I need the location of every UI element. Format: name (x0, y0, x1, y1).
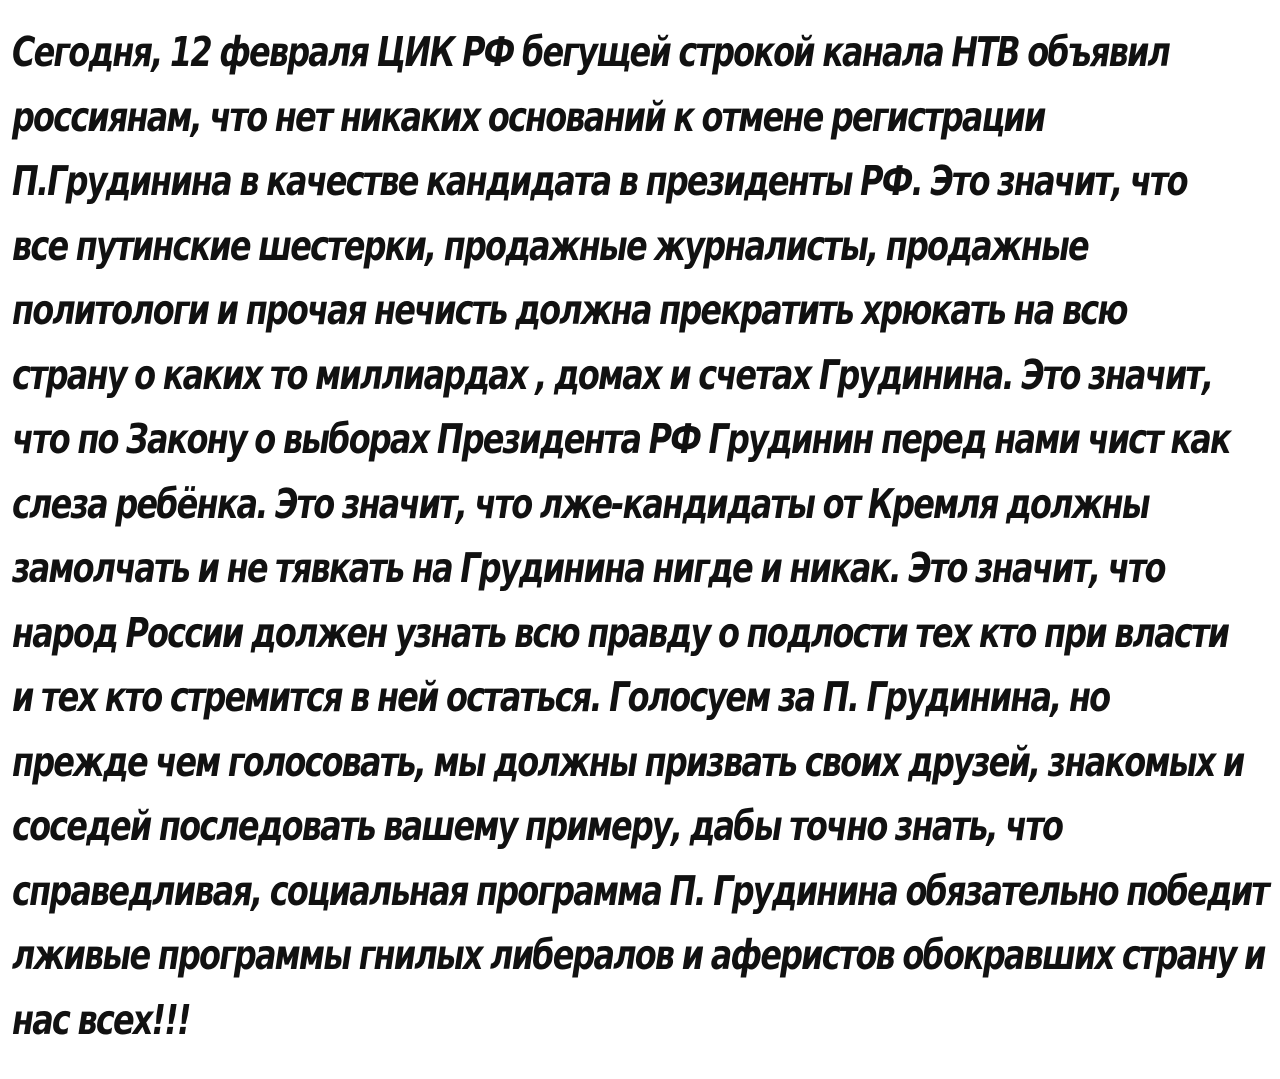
text-line-9: замолчать и не тявкать на Грудинина нигде и никак. Это значит, что (12, 544, 1165, 592)
text-line-15: лживые программы гнилых либералов и аферистов обокравших страну и (12, 931, 1265, 979)
text-line-10: народ России должен узнать всю правду о подлости тех кто при власти (12, 608, 1229, 657)
text-line-4: все путинские шестерки, продажные журналисты, продажные (12, 221, 1088, 270)
text-line-8: слеза ребёнка. Это значит, что лже-кандидаты от Кремля должны (12, 479, 1149, 528)
text-line-11: и тех кто стремится в ней остаться. Голосуем за П. Грудинина, но (12, 673, 1110, 721)
text-line-2: россиянам, что нет никаких оснований к отмене регистрации (12, 92, 1045, 141)
article-text (12, 20, 1272, 1052)
text-line-1: Сегодня, 12 февраля ЦИК РФ бегущей строкой канала НТВ объявил (12, 28, 1170, 76)
text-line-12: прежде чем голосовать, мы должны призвать своих друзей, знакомых и (12, 737, 1244, 786)
text-line-16: нас всех!!! (12, 995, 190, 1044)
text-line-14: справедливая, социальная программа П. Грудинина обязательно победит (12, 866, 1269, 915)
text-line-6: страну о каких то миллиардах , домах и счетах Грудинина. Это значит, (12, 350, 1213, 399)
text-line-13: соседей последовать вашему примеру, дабы точно знать, что (12, 802, 1063, 850)
text-line-7: что по Закону о выборах Президента РФ Грудинин перед нами чист как (12, 415, 1230, 463)
text-line-3: П.Грудинина в качестве кандидата в президенты РФ. Это значит, что (12, 157, 1187, 205)
text-line-5: политологи и прочая нечисть должна прекратить хрюкать на всю (12, 286, 1127, 334)
